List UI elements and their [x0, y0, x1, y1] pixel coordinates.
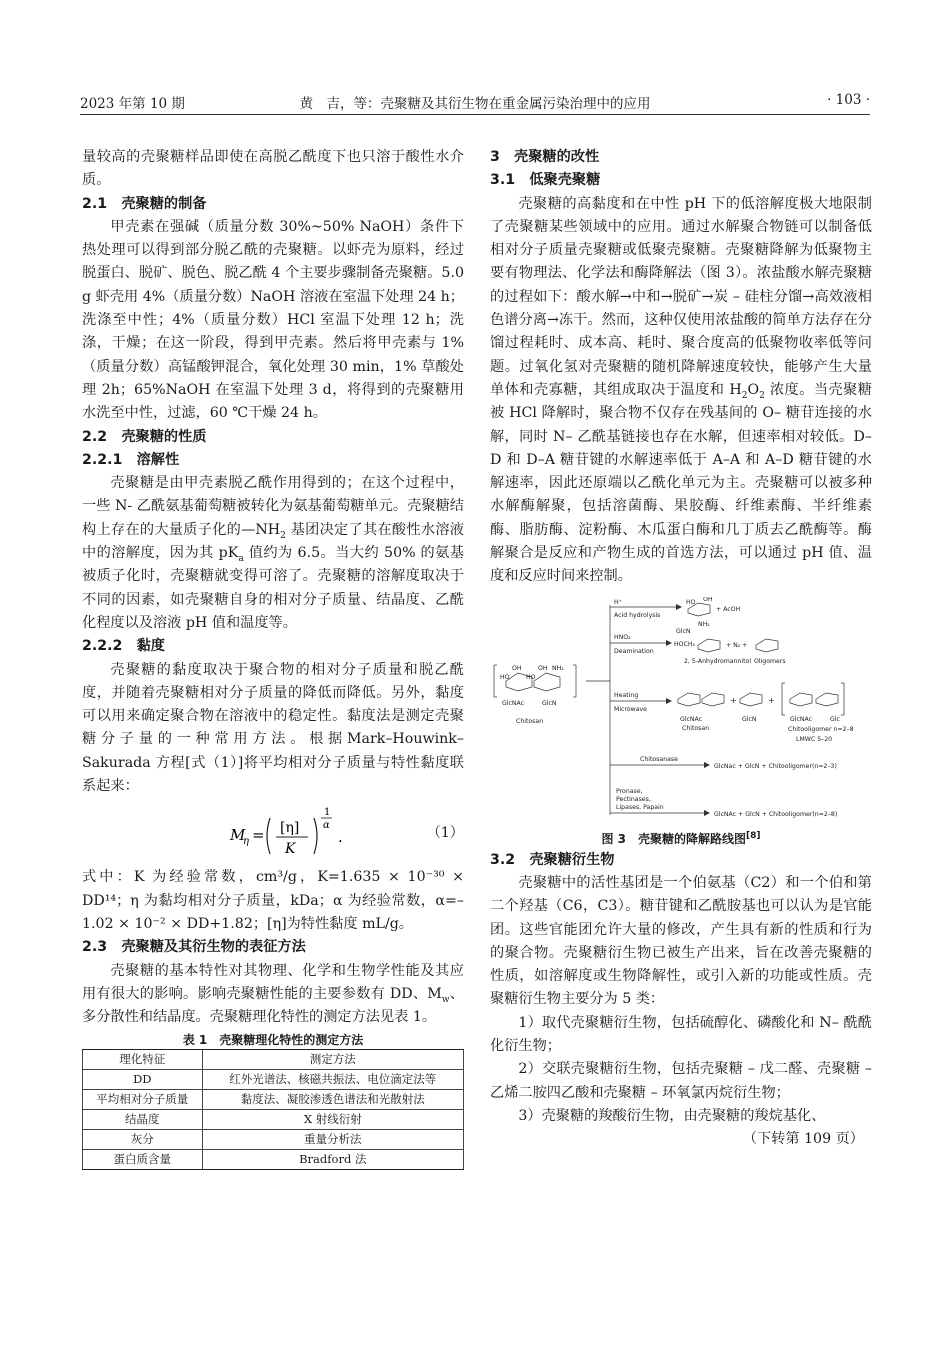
fig-label: Chitosanase: [640, 755, 678, 763]
table-header-row: [83, 1050, 464, 1070]
fig-label: Chitosan: [682, 724, 710, 732]
fig-label: GlcNAc: [790, 715, 813, 723]
table-row: [83, 1150, 464, 1170]
list-item: 3）壳聚糖的羧酸衍生物，由壳聚糖的羧烷基化、: [518, 1107, 826, 1124]
table-cell: 蛋白质含量: [83, 1150, 203, 1170]
section-heading-3-1: 3.1 低聚壳聚糖: [490, 172, 601, 189]
figure-reference: [8]: [746, 830, 761, 841]
table-cell: X 射线衍射: [202, 1110, 463, 1130]
svg-text:+: +: [768, 695, 775, 705]
table-row: [83, 1070, 464, 1090]
section-heading-2-2: 2.2 壳聚糖的性质: [82, 428, 207, 445]
section-heading-3-2: 3.2 壳聚糖衍生物: [490, 851, 615, 868]
svg-text:+: +: [730, 695, 737, 705]
fig-label: HOCH₂: [674, 640, 695, 648]
paragraph: 壳聚糖的高黏度和在中性 pH 下的低溶解度极大地限制了壳聚糖某些领域中的应用。通过水解聚合物链可以制备低相对分子质量壳聚糖或低聚壳聚糖。壳聚糖降解为低聚物主要有物理法、化学法和酶降解法（图 3）。浓盐酸水解壳聚糖的过程如下：酸水解→中和→脱矿→炭 – 硅柱分馏→高效液相色谱分离→冻干。然而，这种仅使用浓盐酸的简单方法存在分馏过程耗时、成本高、耗时、聚合度高的低聚物收率低等问题。过氧化氢对壳聚糖的随机降解速度较快，能够产生大量单体和壳寡糖，其组成取决于温度和 $H_2O_2$ 浓度。当壳聚糖被 HCl 降解时，聚合物不仅存在残基间的 O– 糖苷连接的水解，同时 N– 乙酰基链接也存在水解，但速率相对较低。D–D 和 D–A 糖苷键的水解速率低于 A–A 和 A–D 糖苷键的水解速率，因此还原端以乙酰化单元为主。壳聚糖可以被多种水解酶解聚，包括溶菌酶、果胶酶、纤维素酶、半纤维素酶、脂肪酶、淀粉酶、木瓜蛋白酶和几丁质去乙酰酶等。酶解聚合是反应和产物生成的首选方法，可以通过 pH 值、温度和反应时间来控制。: [490, 195, 872, 585]
fig-label: GlcNAc + GlcN + Chitooligomer(n=2–8): [714, 810, 838, 818]
eq-denominator: K: [285, 841, 296, 858]
table-cell: 灰分: [83, 1130, 203, 1150]
paragraph: 壳聚糖的黏度取决于聚合物的相对分子质量和脱乙酰度，并随着壳聚糖相对分子质量的降低而降低。另外，黏度可以用来确定聚合物在溶液中的稳定性。黏度法是测定壳聚糖分子量的一种常用方法。根据Mark–Houwink–Sakurada 方程[式（1）]将平均相对分子质量与特性黏度联系起来：: [82, 661, 464, 795]
fig-label: OH: [512, 664, 522, 672]
fig-label: H⁺: [614, 598, 622, 606]
fig-label: NH₂: [552, 664, 564, 672]
paragraph: 壳聚糖是由甲壳素脱乙酰作用得到的；在这个过程中，一些 N- 乙酰氨基葡萄糖被转化为氨基葡萄糖单元。壳聚糖结构上存在的大量质子化的$—NH_2$ 基团决定了其在酸性水溶液中的溶解度，因为其 $pK_a$ 值约为 6.5。当大约 50% 的氨基被质子化时，壳聚糖就变得可溶了。壳聚糖的溶解度取决于不同的因素，如壳聚糖自身的相对分子质量、结晶度、乙酰化程度以及溶液 pH 值和温度等。: [82, 475, 464, 631]
table-cell: 黏度法、凝胶渗透色谱法和光散射法: [202, 1090, 463, 1110]
fig-label: Heating: [614, 691, 639, 699]
degradation-figure: [490, 597, 872, 829]
paragraph: 甲壳素在强碱（质量分数 30%~50% NaOH）条件下热处理可以得到部分脱乙酰的壳聚糖。以虾壳为原料，经过脱蛋白、脱矿、脱色、脱乙酰 4 个主要步骤制备壳聚糖。5.0 g 虾壳用 4%（质量分数）NaOH 溶液在室温下处理 24 h；洗涤至中性；4%（质量分数）HCl 室温下处理 12 h；洗涤，干燥；在这一阶段，得到甲壳素。然后将甲壳素与 1%（质量分数）高锰酸钾混合，氧化处理 30 min，1% 草酸处理 2h；65%NaOH 在室温下处理 3 d，将得到的壳聚糖用水洗至中性，过滤，60 ℃干燥 24 h。: [82, 218, 464, 422]
fig-label: Pronase,: [616, 787, 643, 795]
fig-label: GlcNac + GlcN + Chitooligomer(n=2–3): [714, 762, 837, 770]
section-heading-3: 3 壳聚糖的改性: [490, 149, 600, 165]
table-cell: 结晶度: [83, 1110, 203, 1130]
table-row: [83, 1090, 464, 1110]
fig-label: HO: [500, 673, 510, 681]
fig-label: GlcNAc: [502, 699, 525, 707]
fig-label: GlcN: [676, 627, 691, 635]
table-caption: 表 1 壳聚糖理化特性的测定方法: [182, 1033, 364, 1048]
table-header: 测定方法: [202, 1050, 463, 1070]
eq-exponent-num: 1: [324, 807, 331, 819]
fig-label: NH₂: [698, 620, 710, 628]
equation-1: [82, 802, 464, 864]
page-number: · 103 ·: [827, 92, 870, 108]
table-header: 理化特征: [83, 1050, 203, 1070]
fig-label: Acid hydrolysis: [614, 611, 661, 619]
list-item: 1）取代壳聚糖衍生物，包括硫醇化、磷酸化和 N– 酰酰化衍生物；: [490, 1014, 872, 1055]
section-heading-2-1: 2.1 壳聚糖的制备: [82, 195, 207, 212]
eq-lhs-sub: η: [243, 836, 249, 848]
fig-label: Microwave: [614, 705, 647, 713]
fig-label: OH: [538, 664, 548, 672]
svg-text:=: =: [252, 826, 265, 845]
left-column: [82, 146, 464, 1170]
eq-exponent-den: α: [323, 820, 330, 832]
table-row: [83, 1110, 464, 1130]
fig-label: GlcNAc: [680, 715, 703, 723]
table-cell: 红外光谱法、核磁共振法、电位滴定法等: [202, 1070, 463, 1090]
paragraph: 式中：K 为经验常数，cm³/g，K=1.635 × 10⁻³⁰ × DD¹⁴；η 为黏均相对分子质量，kDa；α 为经验常数，α=–1.02 × 10⁻² × DD+1.82；[η]为特性黏度 mL/g。: [82, 869, 464, 932]
fig-label: Oligomers: [754, 657, 786, 665]
fig-label: GlcN: [742, 715, 757, 723]
fig-label: Lipases, Papain: [616, 803, 664, 811]
degradation-scheme: [490, 597, 872, 829]
eq-period: .: [338, 828, 343, 847]
list-item: 2）交联壳聚糖衍生物，包括壳聚糖 – 戊二醛、壳聚糖 – 乙烯二胺四乙酸和壳聚糖 – 环氧氯丙烷衍生物；: [490, 1061, 872, 1101]
continuation-note: （下转第 109 页）: [742, 1131, 864, 1148]
fig-label: HO: [686, 598, 696, 606]
equation-number: （1）: [426, 825, 464, 842]
section-heading-2-3: 2.3 壳聚糖及其衍生物的表征方法: [82, 939, 306, 956]
fig-label: GlcN: [542, 699, 557, 707]
eq-numerator: [η]: [280, 820, 300, 837]
properties-table: [82, 1049, 464, 1170]
paragraph: 壳聚糖的基本特性对其物理、化学和生物学性能及其应用有很大的影响。影响壳聚糖性能的主要参数有 DD、$M_w$、多分散性和结晶度。壳聚糖理化特性的测定方法见表 1。: [82, 962, 464, 1026]
fig-label: Pectinases,: [616, 795, 651, 803]
section-heading-2-2-2: 2.2.2 黏度: [82, 638, 165, 655]
figure-caption: 图 3 壳聚糖的降解路线图[8]: [601, 830, 761, 846]
paragraph: 量较高的壳聚糖样品即使在高脱乙酰度下也只溶于酸性水介质。: [82, 149, 464, 189]
fig-label: Glc: [830, 715, 840, 723]
table-cell: Bradford 法: [202, 1150, 463, 1170]
running-header: [80, 92, 870, 115]
table-cell: 重量分析法: [202, 1130, 463, 1150]
fig-label: HO: [526, 673, 536, 681]
fig-label: LMWC 5–20: [796, 735, 833, 743]
paragraph: 壳聚糖中的活性基团是一个伯氨基（C2）和一个伯和第二个羟基（C6，C3）。糖苷键和乙酰胺基也可以认为是官能团。这些官能团允许大量的修改，产生具有新的性质和行为的聚合物。壳聚糖衍生物已被生产出来，旨在改善壳聚糖的性质，如溶解度或生物降解性，或引入新的功能或性质。壳聚糖衍生物主要分为 5 类：: [490, 874, 872, 1008]
fig-label: Chitosan: [516, 717, 544, 725]
fig-label: + N₂ +: [726, 641, 748, 649]
table-cell: DD: [83, 1070, 203, 1090]
fig-label: Deamination: [614, 647, 654, 655]
fig-label: HNO₂: [614, 633, 631, 641]
table-cell: 平均相对分子质量: [83, 1090, 203, 1110]
fig-label: Chitooligomer n=2–8: [788, 725, 854, 733]
fig-label: 2, 5-Anhydromannitol: [684, 657, 752, 665]
right-column: [490, 146, 872, 1152]
issue-label: 2023 年第 10 期: [80, 96, 185, 112]
fig-label: + AcOH: [716, 605, 741, 613]
article-running-title: 黄 吉，等：壳聚糖及其衍生物在重金属污染治理中的应用: [299, 96, 651, 112]
eq-lhs: M: [230, 826, 246, 845]
section-heading-2-2-1: 2.2.1 溶解性: [82, 451, 180, 468]
table-row: [83, 1130, 464, 1150]
fig-label: OH: [703, 596, 713, 603]
